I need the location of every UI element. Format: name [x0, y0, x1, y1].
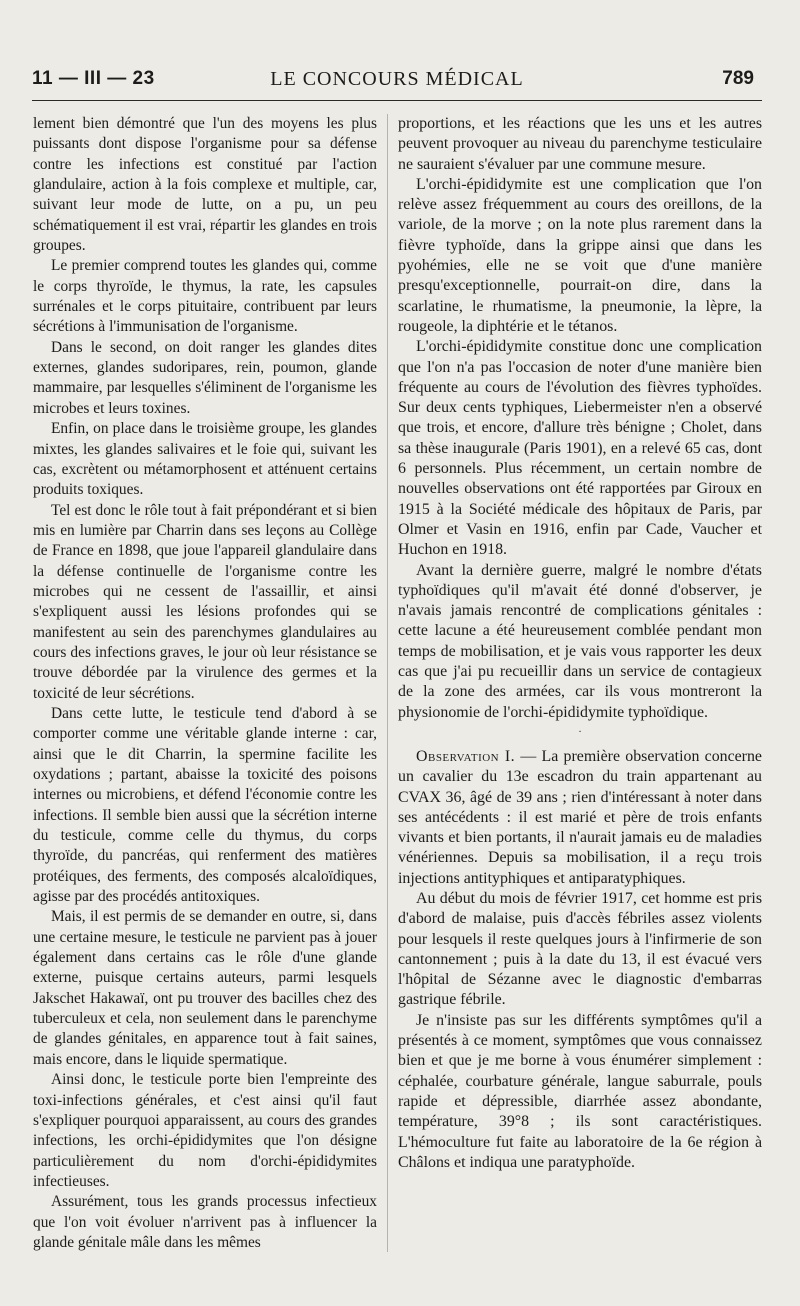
column-divider — [387, 114, 388, 1252]
page-header — [32, 66, 762, 101]
observation-title: Observation I. — [416, 747, 516, 765]
paragraph: Je n'insiste pas sur les différents symptômes qu'il a présentés à ce moment, symptômes que vous connaissez bien et que je me borne à vous énumérer simplement : céphalée, courbature générale, langue saburrale, pouls rapide et dépressible, diarrhée assez abondante, température, 39°8 ; ils sont caractéristiques. L'hémoculture fut faite au laboratoire de la 6e région à Châlons et indiqua une paratyphoïde. — [398, 1011, 762, 1171]
paragraph: lement bien démontré que l'un des moyens les plus puissants dont dispose l'organisme pour sa défense contre les infections est constitué par l'action glandulaire, action à la fois complexe et multiple, car, suivant leur mode de lutte, on a pu, un peu schématiquement il est vrai, répartir les glandes en trois groupes. — [33, 115, 377, 255]
right-column — [398, 114, 762, 1173]
left-column — [33, 114, 377, 1253]
page-number: 789 — [722, 68, 754, 89]
paragraph: L'orchi-épididymite est une complication que l'on relève assez fréquemment au cours des oreillons, de la variole, de la morve ; on la note plus rarement dans la fièvre typhoïde, dans la grippe ainsi que dans les pyohémies, elle ne se voit que d'une manière presqu'exceptionnelle, pourrait-on dire, dans la scarlatine, le rhumatisme, la pneumonie, la lèpre, la rougeole, la diphtérie et le tétanos. — [398, 175, 762, 335]
paragraph: Mais, il est permis de se demander en outre, si, dans une certaine mesure, le testicule ne parvient pas à jouer également dans certains cas le rôle d'une glande externe, puisque certains auteurs, parmi lesquels Jakschet Hakawaï, ont pu trouver des bacilles chez des tuberculeux et cela, non seulement dans le parenchyme de glandes génitales, en apparence tout à fait saines, mais encore, dans le liquide spermatique. — [33, 908, 377, 1068]
paragraph: Tel est donc le rôle tout à fait prépondérant et si bien mis en lumière par Charrin dans ses leçons au Collège de France en 1898, que joue l'appareil glandulaire dans la défense continuelle de l'organisme contre les microbes qui ne cessent de l'assaillir, et ainsi s'expliquent aussi les lésions profondes qui se manifestent au sein des parenchymes glandulaires au cours des infections graves, le jour où leur résistance se trouve débordée par la virulence des germes et la toxicité de leur sécrétions. — [33, 501, 377, 702]
paragraph: Dans cette lutte, le testicule tend d'abord à se comporter comme une véritable glande interne : car, ainsi que le dit Charrin, la spermine facilite les oxydations ; partant, abaisse la toxicité des poisons internes ou microbiens, et défend l'économie contre les infections. Il semble bien aussi que la sécrétion interne du testicule, comme celle du thymus, du corps thyroïde, du pancréas, qui renferment des matières protéiques, des ferments, des composés alcaloïdiques, agisse par des procédés antitoxiques. — [33, 704, 377, 906]
paragraph: Le premier comprend toutes les glandes qui, comme le corps thyroïde, le thymus, la rate, les capsules surrénales et le corps pituitaire, contribuent par leurs sécrétions à l'immunisation de l'organisme. — [33, 257, 377, 336]
observation-paragraph — [398, 747, 762, 889]
paragraph: Au début du mois de février 1917, cet homme est pris d'abord de malaise, puis d'accès fébriles assez violents pour lesquels il reste quelques jours à l'infirmerie de son cantonnement ; puis à la date du 13, il est évacué vers l'hôpital de Sézanne avec le diagnostic d'embarras gastrique fébrile. — [398, 889, 762, 1009]
section-separator: · — [578, 726, 582, 738]
paragraph: proportions, et les réactions que les uns et les autres peuvent provoquer au niveau du parenchyme testiculaire ne sauraient s'évaluer par une commune mesure. — [398, 115, 762, 173]
issue-number: 11 — III — 23 — [32, 68, 155, 89]
paragraph: Assurément, tous les grands processus infectieux que l'on voit évoluer n'arrivent pas à influencer la glande génitale mâle dans les mêmes — [33, 1193, 377, 1251]
paragraph: Ainsi donc, le testicule porte bien l'empreinte des toxi-infections générales, et c'est ainsi qu'il faut s'expliquer pourquoi apparaissent, au cours des grandes infections, les orchi-épididymites que l'on désigne particulièrement du nom d'orchi-épididymites infectieuses. — [33, 1071, 377, 1190]
journal-title: LE CONCOURS MÉDICAL — [270, 68, 524, 90]
paragraph: Dans le second, on doit ranger les glandes dites externes, glandes sudoripares, rein, poumon, glande mammaire, par lesquelles s'éliminent de l'organisme les microbes et leurs toxines. — [33, 338, 377, 417]
paragraph: L'orchi-épididymite constitue donc une complication que l'on n'a pas l'occasion de noter d'une manière bien fréquente au cours de l'évolution des fièvres typhoïdes. Sur deux cents typhiques, Liebermeister n'en a observé que trois, et encore, d'allure très bénigne ; Cholet, dans sa thèse inaugurale (Paris 1901), en a relevé 65 cas, dont 6 personnels. Plus récemment, un certain nombre de nouvelles observations ont été rapportées par Giroux en 1915 à la Société médicale des hôpitaux de Paris, par Olmer et Vasin en 1916, enfin par Cade, Vaucher et Huchon en 1918. — [398, 338, 762, 559]
observation-text: — La première observation concerne un cavalier du 13e escadron du train appartenant au CVAX 36, âgé de 39 ans ; rien d'intéressant à noter dans ses antécédents : il est marié et père de trois enfants vivants et bien portants, il n'aurait jamais eu de maladies vénériennes. Depuis sa mobilisation, il a reçu trois injections antityphiques et antiparatyphiques. — [398, 747, 762, 887]
paragraph: Enfin, on place dans le troisième groupe, les glandes mixtes, les glandes salivaires et le foie qui, suivant les cas, excrètent ou métamorphosent et atténuent certains produits toxiques. — [33, 420, 377, 499]
paragraph: Avant la dernière guerre, malgré le nombre d'états typhoïdiques qu'il m'avait été donné d'observer, je n'avais jamais rencontré de complications génitales : cette lacune a été heureusement comblée pendant mon temps de mobilisation, et je vais vous rapporter les deux cas que j'ai pu recueillir dans un service de contagieux de la zone des armées, car ils vous montreront la physionomie de l'orchi-épididymite typhoïdique. — [398, 561, 762, 721]
